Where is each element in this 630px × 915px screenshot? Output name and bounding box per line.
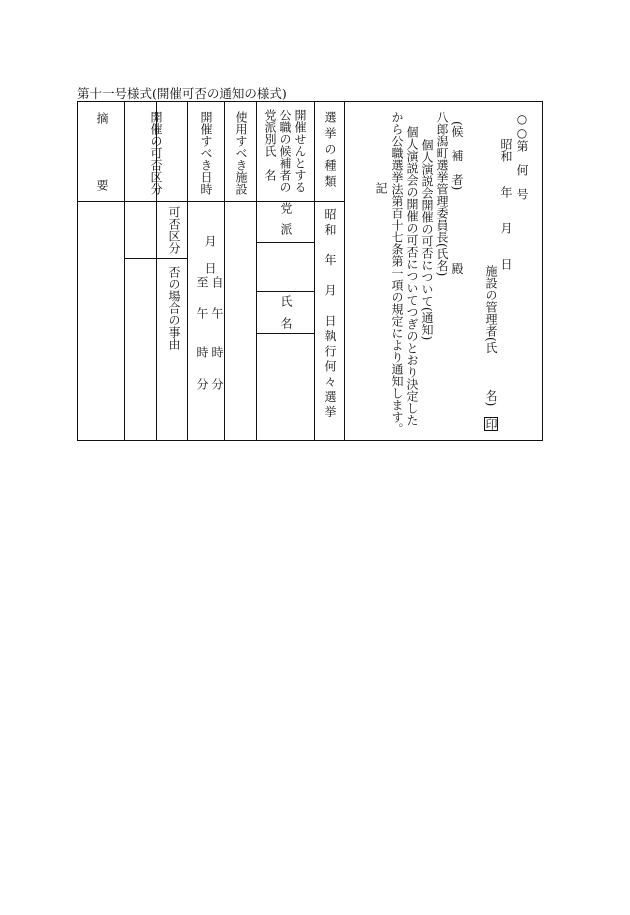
row-divider	[256, 242, 314, 243]
cell-hi: 日	[203, 262, 217, 274]
column-divider	[187, 102, 188, 440]
document-date: 昭和 年 月 日	[499, 138, 513, 270]
cell-toki-2: 時	[195, 346, 209, 358]
recipient: (候 補 者) 殿	[450, 121, 464, 275]
cell-hi-jiyu: 否の場合の事由	[167, 266, 181, 350]
header-divider	[78, 201, 344, 202]
seal-mark	[483, 417, 498, 431]
column-divider	[256, 102, 257, 440]
header-kohosha-3: 党派別氏 名	[263, 109, 277, 181]
header-senkyo-shurui: 選挙の種類	[323, 111, 337, 191]
body-line-2: から公職選挙法第百十七条第一項の規定により通知します。	[390, 111, 404, 435]
column-divider	[224, 102, 225, 440]
seal-text: 印	[484, 418, 498, 430]
row-divider	[256, 291, 314, 292]
cell-toha-2: 派	[279, 223, 293, 235]
committee-chair: 八郎潟町選挙管理委員長(氏名)	[435, 111, 449, 277]
cell-ji: 自	[210, 276, 224, 288]
cell-shi-1: 氏	[279, 295, 293, 307]
subject-line: 個人演説会開催の可否について(通知)	[420, 139, 434, 341]
row-divider	[256, 333, 314, 334]
notification-form	[77, 101, 543, 441]
header-kohosha-1: 開催せんとする	[293, 109, 307, 193]
body-line-1: 個人演説会の開催の可否についてつぎのとおり決定した	[405, 126, 419, 426]
header-tekiyo-top: 摘	[95, 112, 109, 124]
column-divider	[314, 102, 315, 440]
header-nichiji: 開催すべき日時	[199, 111, 213, 195]
sender-name: 施設の管理者(氏 名)	[484, 265, 498, 407]
cell-itaru: 至	[195, 276, 209, 288]
cell-tsuki: 月	[203, 235, 217, 247]
header-shisetsu: 使用すべき施設	[234, 111, 248, 195]
row-divider	[124, 258, 187, 259]
cell-fun-1: 分	[210, 378, 224, 390]
column-divider	[344, 102, 345, 440]
cell-kahi-kubun: 可否区分	[167, 206, 181, 254]
column-divider	[124, 102, 125, 440]
header-kahi-kubun: 開催の可否区分	[149, 111, 163, 195]
header-kohosha-2: 公職の候補者の	[278, 109, 292, 193]
cell-toki-1: 時	[210, 346, 224, 358]
header-tekiyo-bottom: 要	[95, 179, 109, 191]
cell-senkyo-value: 昭和 年 月 日執行何々選挙	[323, 208, 337, 421]
doc-number: ○○第 何 号	[515, 112, 529, 200]
cell-shi-2: 名	[279, 317, 293, 329]
cell-toha-1: 党	[279, 202, 293, 214]
ki-mark: 記	[374, 182, 388, 194]
cell-gogo-1: 午	[210, 307, 224, 319]
cell-gogo-2: 午	[195, 307, 209, 319]
form-title: 第十一号様式(開催可否の通知の様式)	[77, 86, 287, 101]
cell-fun-2: 分	[195, 378, 209, 390]
